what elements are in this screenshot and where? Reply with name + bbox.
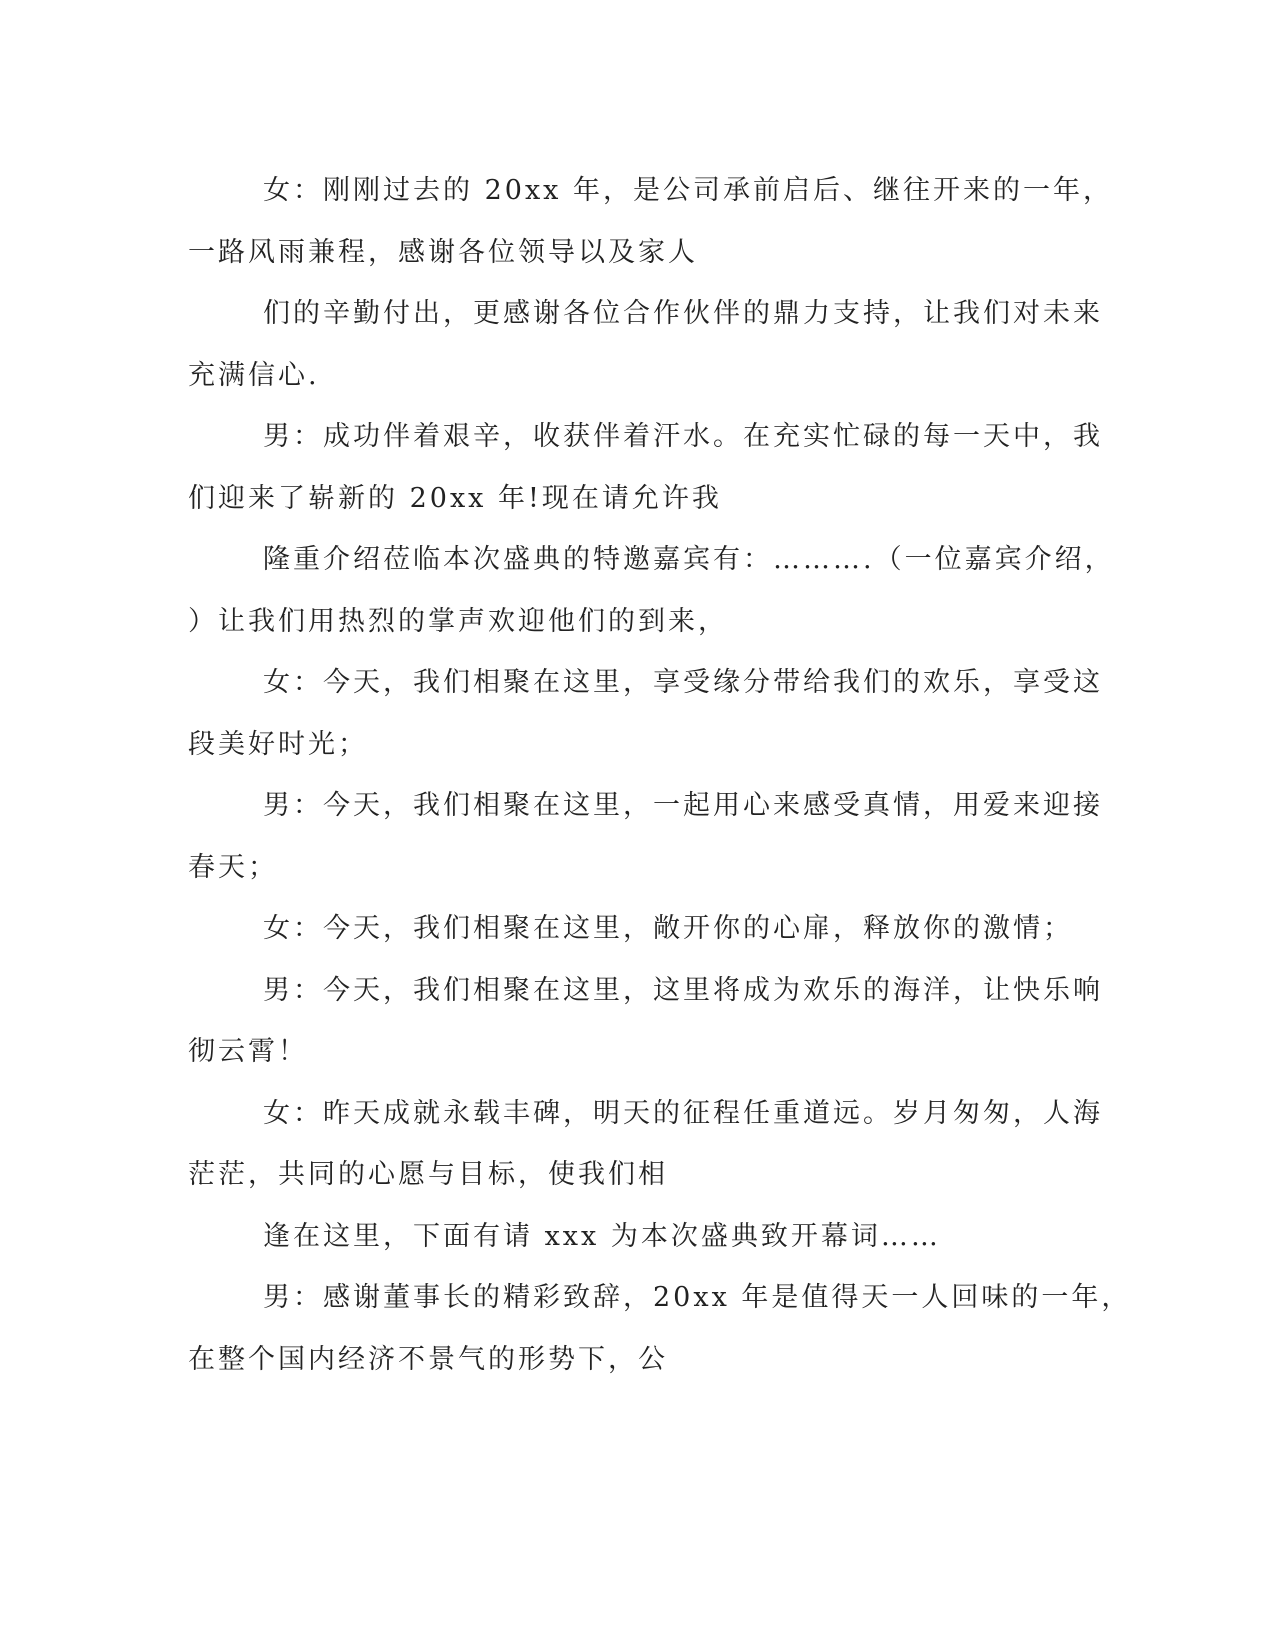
text-line: ）让我们用热烈的掌声欢迎他们的到来，: [188, 605, 728, 637]
text-line: 春天；: [188, 851, 278, 883]
text-line: 女：昨天成就永载丰碑，明天的征程任重道远。岁月匆匆，人海: [263, 1097, 1103, 1129]
text-line: 们的辛勤付出，更感谢各位合作伙伴的鼎力支持，让我们对未来: [263, 298, 1103, 329]
text-line: 茫茫，共同的心愿与目标，使我们相: [188, 1159, 668, 1190]
text-line: 女：今天，我们相聚在这里，享受缘分带给我们的欢乐，享受这: [263, 667, 1103, 698]
text-line: 一路风雨兼程，感谢各位领导以及家人: [188, 236, 698, 268]
text-line: 彻云霄！: [188, 1036, 308, 1067]
text-line: 男：今天，我们相聚在这里，一起用心来感受真情，用爱来迎接: [263, 790, 1103, 821]
text-line: 女：今天，我们相聚在这里，敞开你的心扉，释放你的激情；: [263, 913, 1073, 944]
text-line: 们迎来了崭新的 20xx 年!现在请允许我: [188, 482, 722, 514]
text-line: 在整个国内经济不景气的形势下，公: [188, 1343, 668, 1375]
speech-text: [188, 160, 1132, 1390]
text-line: 男：感谢董事长的精彩致辞，20xx 年是值得天一人回味的一年，: [263, 1282, 1132, 1313]
text-line: 女：刚刚过去的 20xx 年，是公司承前启后、继往开来的一年，: [263, 175, 1113, 206]
text-line: 段美好时光；: [188, 728, 368, 760]
text-line: 男：今天，我们相聚在这里，这里将成为欢乐的海洋，让快乐响: [263, 974, 1103, 1006]
text-line: 逢在这里，下面有请 xxx 为本次盛典致开幕词……: [263, 1220, 941, 1252]
text-line: 男：成功伴着艰辛，收获伴着汗水。在充实忙碌的每一天中，我: [263, 421, 1103, 452]
text-line: 隆重介绍莅临本次盛典的特邀嘉宾有：……….（一位嘉宾介绍，: [263, 544, 1115, 575]
text-line: 充满信心.: [188, 359, 320, 391]
